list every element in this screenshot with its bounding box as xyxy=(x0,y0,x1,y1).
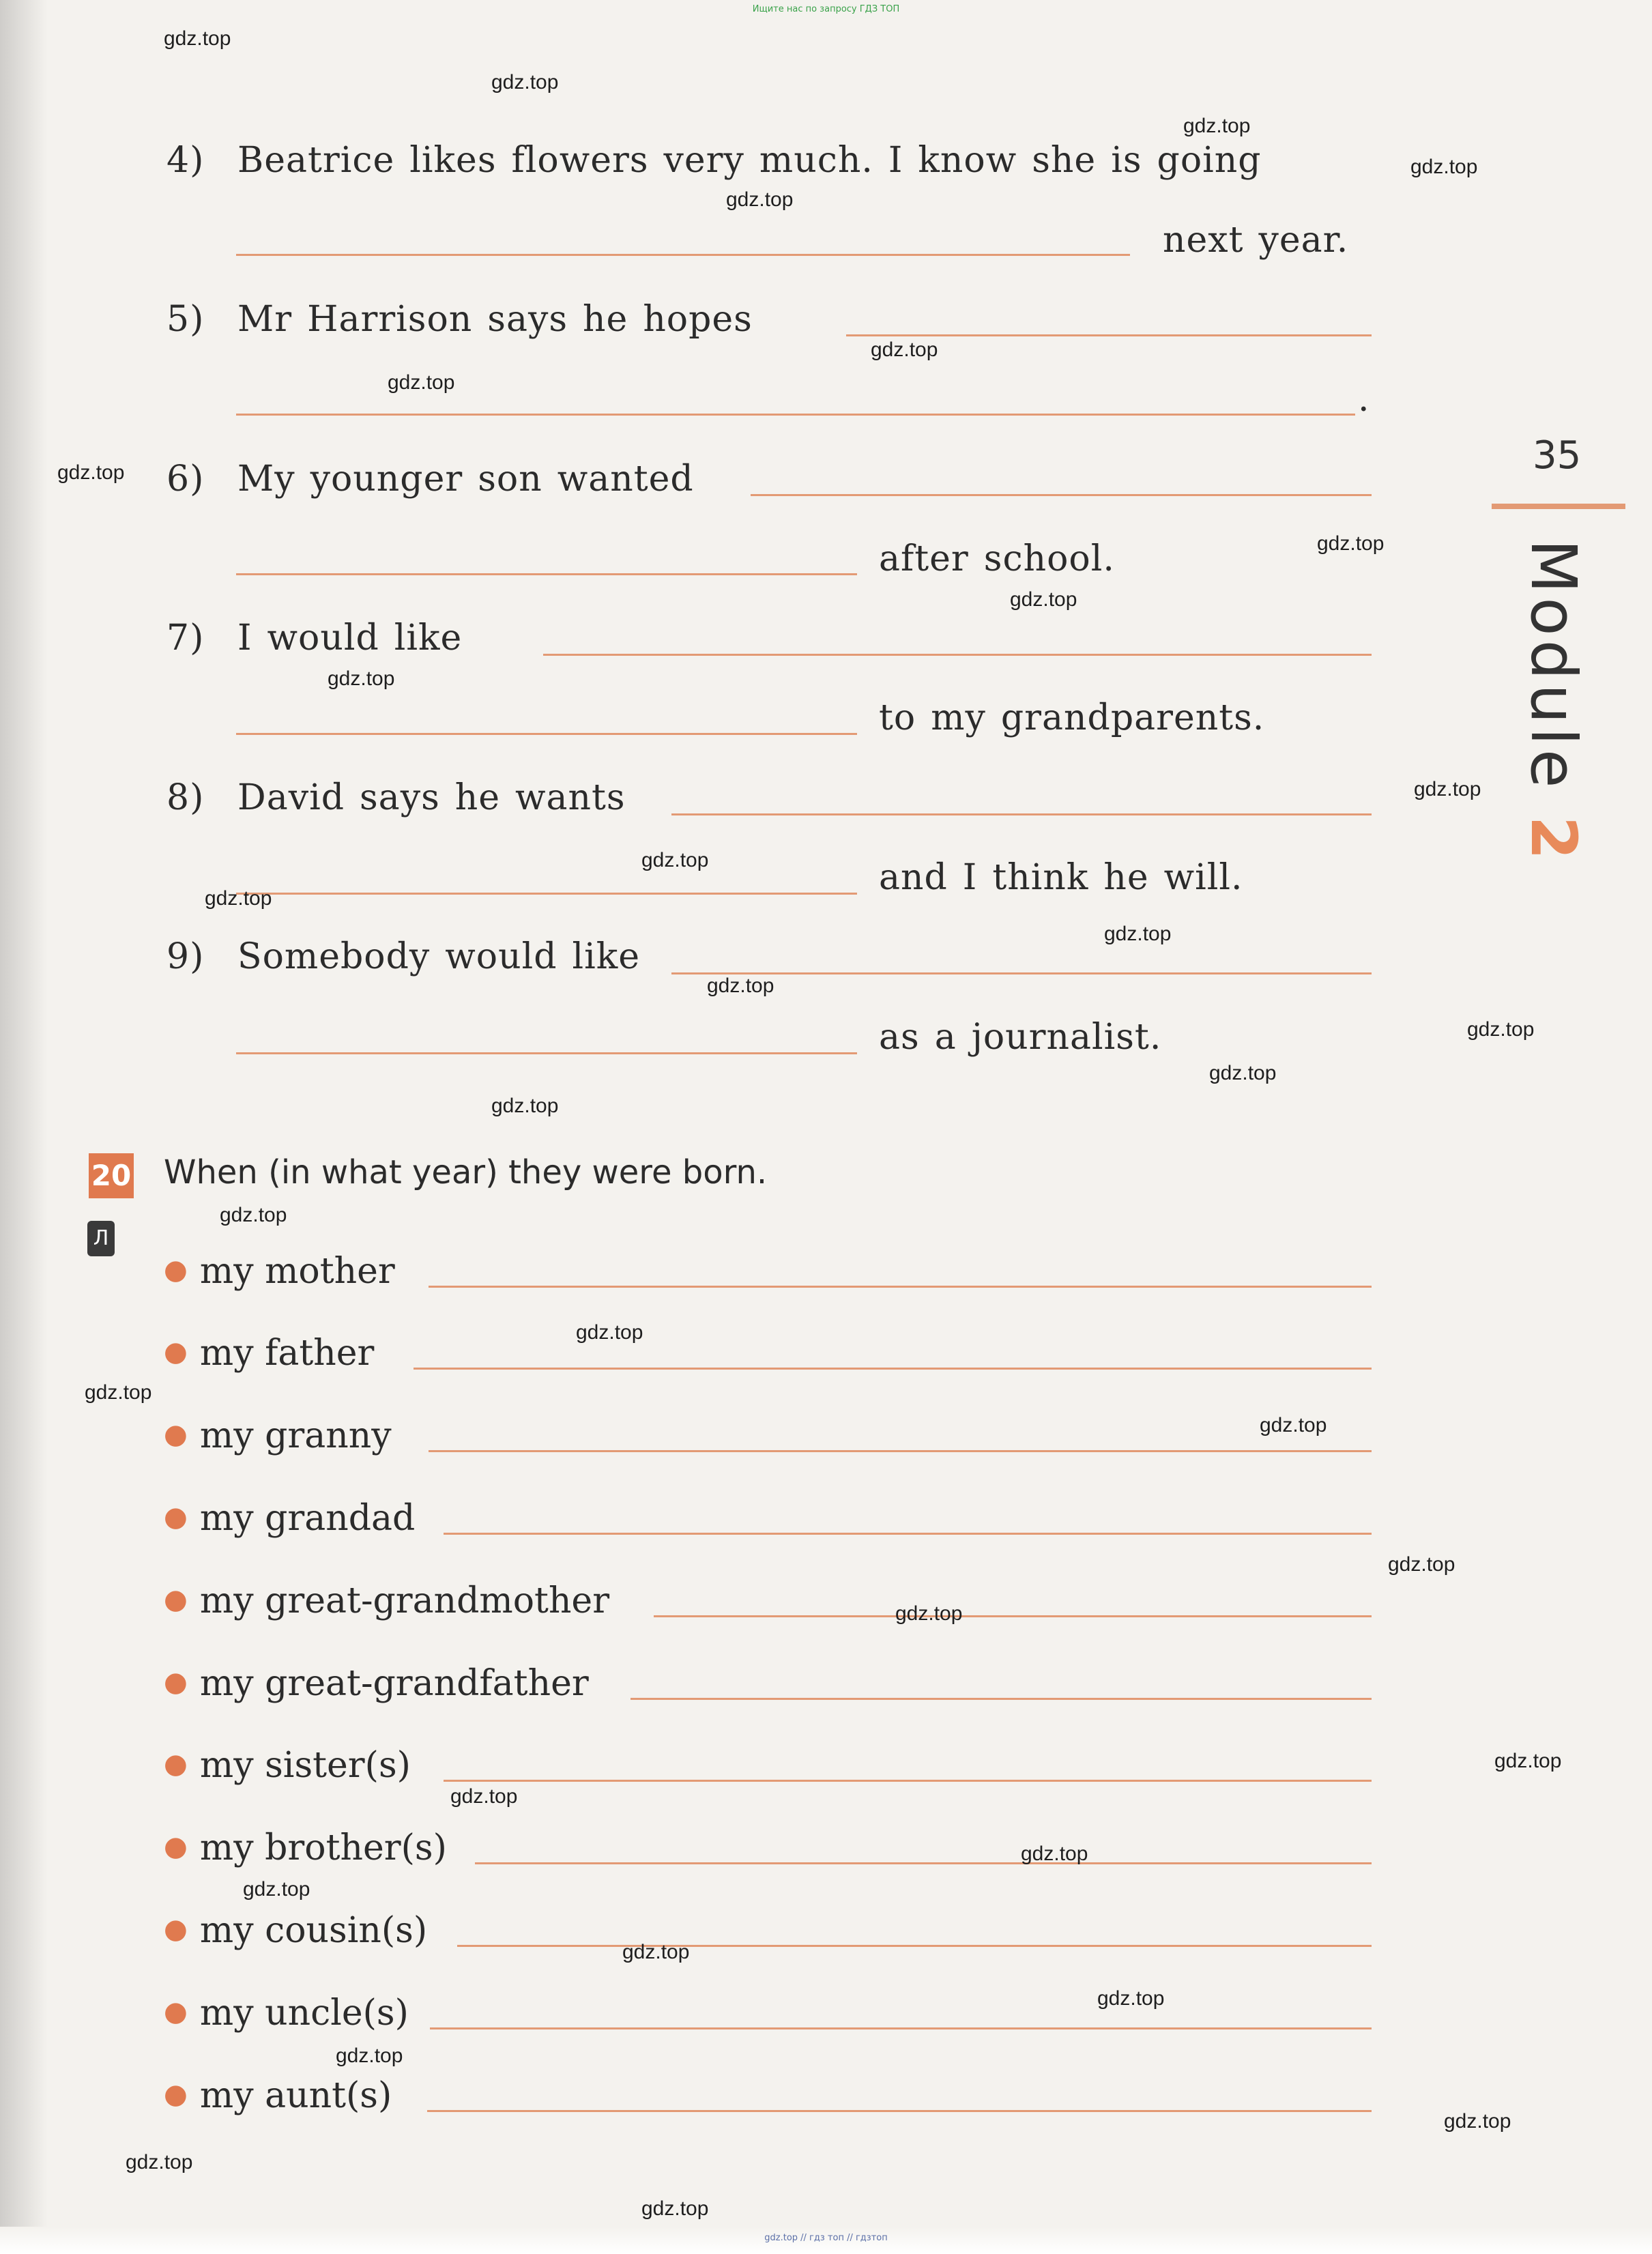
module-tab xyxy=(1517,539,1652,864)
answer-line-6a[interactable] xyxy=(751,494,1372,496)
word: think xyxy=(992,857,1089,898)
page-edge-shadow xyxy=(0,0,48,2254)
footer-note: gdz.top // гдз топ // гдзтоп xyxy=(764,2233,888,2243)
watermark: gdz.top xyxy=(1097,1987,1165,2010)
answer-line-brothers[interactable] xyxy=(475,1862,1372,1864)
list-item-label: my cousin(s) xyxy=(199,1910,428,1951)
watermark: gdz.top xyxy=(205,887,272,910)
header-note: Ищите нас по запросу ГДЗ ТОП xyxy=(752,4,900,14)
list-item xyxy=(164,1910,427,1951)
list-item xyxy=(164,1580,609,1621)
exercise-7-line-2 xyxy=(879,697,1279,738)
list-item xyxy=(164,1993,409,2034)
watermark: gdz.top xyxy=(1260,1414,1327,1436)
bullet-icon: ● xyxy=(164,1501,188,1533)
watermark: gdz.top xyxy=(57,461,125,484)
word: flowers xyxy=(511,140,649,181)
bullet-icon: ● xyxy=(164,1419,188,1450)
bullet-icon: ● xyxy=(164,1913,188,1945)
word: to xyxy=(879,697,916,738)
bullet-icon: ● xyxy=(164,2079,188,2110)
watermark: gdz.top xyxy=(871,338,938,361)
watermark: gdz.top xyxy=(1414,778,1481,800)
bullet-icon: ● xyxy=(164,1666,188,1698)
list-item-label: my great-grandfather xyxy=(199,1663,589,1704)
watermark: gdz.top xyxy=(388,371,455,394)
word: she xyxy=(1032,140,1097,181)
list-item-label: my uncle(s) xyxy=(199,1993,409,2034)
watermark: gdz.top xyxy=(895,1602,963,1625)
list-item xyxy=(164,1415,392,1456)
item-number: 5) xyxy=(166,299,205,340)
word: he xyxy=(1103,857,1149,898)
answer-line-cousins[interactable] xyxy=(457,1945,1372,1947)
word: My xyxy=(237,459,295,500)
word: grandparents. xyxy=(1000,697,1265,738)
list-item-label: my father xyxy=(199,1333,375,1374)
answer-line-9b[interactable] xyxy=(236,1052,857,1054)
task-title: When (in what year) they were born. xyxy=(164,1153,768,1191)
item-number: 6) xyxy=(166,459,205,500)
word: likes xyxy=(409,140,497,181)
watermark: gdz.top xyxy=(1209,1062,1277,1084)
list-item-label: my great-grandmother xyxy=(199,1580,610,1621)
word: next xyxy=(1163,220,1244,261)
exercise-5-line-2 xyxy=(1358,379,1370,420)
answer-line-5a[interactable] xyxy=(846,334,1372,336)
answer-line-sisters[interactable] xyxy=(444,1780,1372,1782)
word: going xyxy=(1157,140,1262,181)
word: much. xyxy=(759,140,873,181)
word: would xyxy=(445,936,557,977)
word: younger xyxy=(310,459,463,500)
list-item xyxy=(164,1333,374,1374)
watermark: gdz.top xyxy=(1444,2110,1511,2133)
module-tab-text xyxy=(1517,539,1590,864)
word: is xyxy=(1111,140,1142,181)
word: wanted xyxy=(557,459,694,500)
word: year. xyxy=(1258,220,1349,261)
word: would xyxy=(267,618,379,659)
watermark: gdz.top xyxy=(1010,588,1077,611)
word: a xyxy=(934,1017,957,1058)
answer-line-6b[interactable] xyxy=(236,573,857,575)
item-number: 7) xyxy=(166,618,205,659)
bullet-icon: ● xyxy=(164,1254,188,1286)
list-item xyxy=(164,2075,392,2116)
watermark: gdz.top xyxy=(336,2045,403,2067)
item-number: 9) xyxy=(166,936,205,977)
list-item-label: my sister(s) xyxy=(199,1745,411,1786)
word: Somebody xyxy=(237,936,431,977)
watermark: gdz.top xyxy=(726,188,794,211)
word: and xyxy=(879,857,948,898)
bullet-icon: ● xyxy=(164,1584,188,1615)
item-number: 4) xyxy=(166,140,205,181)
bullet-icon: ● xyxy=(164,1336,188,1368)
exercise-5-line-1 xyxy=(166,299,768,340)
module-label: Module xyxy=(1517,539,1590,792)
word: I xyxy=(888,140,903,181)
bullet-icon: ● xyxy=(164,1831,188,1862)
watermark: gdz.top xyxy=(126,2151,193,2173)
answer-line-7b[interactable] xyxy=(236,733,857,735)
item-number: 8) xyxy=(166,777,205,818)
answer-line-8a[interactable] xyxy=(671,813,1372,815)
word: school. xyxy=(983,538,1115,579)
word: my xyxy=(931,697,986,738)
watermark: gdz.top xyxy=(243,1878,310,1901)
bullet-icon: ● xyxy=(164,1748,188,1780)
list-item-label: my granny xyxy=(199,1415,392,1456)
watermark: gdz.top xyxy=(491,1095,559,1117)
watermark: gdz.top xyxy=(1183,115,1251,137)
answer-line-9a[interactable] xyxy=(671,972,1372,974)
watermark: gdz.top xyxy=(1467,1018,1535,1041)
word: he xyxy=(454,777,501,818)
word: journalist. xyxy=(971,1017,1162,1058)
watermark: gdz.top xyxy=(220,1204,287,1226)
exercise-4-line-2 xyxy=(1163,220,1363,261)
word: says xyxy=(487,299,568,340)
watermark: gdz.top xyxy=(1388,1553,1455,1576)
answer-line-uncles[interactable] xyxy=(430,2027,1372,2029)
answer-line-5b[interactable] xyxy=(236,414,1355,416)
exercise-6-line-1 xyxy=(166,459,709,500)
answer-line-8b[interactable] xyxy=(236,893,857,895)
watermark: gdz.top xyxy=(1104,923,1172,945)
answer-line-great-grandmother[interactable] xyxy=(654,1615,1372,1617)
list-item xyxy=(164,1498,415,1539)
task-number-badge: 20 xyxy=(89,1153,134,1198)
module-divider xyxy=(1492,504,1625,509)
word: Harrison xyxy=(307,299,473,340)
word: hopes xyxy=(643,299,753,340)
word: . xyxy=(1358,379,1370,420)
watermark: gdz.top xyxy=(707,974,774,997)
answer-line-mother[interactable] xyxy=(429,1286,1372,1288)
watermark: gdz.top xyxy=(1410,156,1478,178)
list-item xyxy=(164,1663,589,1704)
word: son xyxy=(478,459,542,500)
answer-line-7a[interactable] xyxy=(543,654,1372,656)
watermark: gdz.top xyxy=(1021,1843,1088,1865)
word: know xyxy=(918,140,1017,181)
list-item-label: my aunt(s) xyxy=(199,2075,392,2116)
word: as xyxy=(879,1017,920,1058)
list-item-label: my grandad xyxy=(199,1498,416,1539)
list-item xyxy=(164,1745,411,1786)
watermark: gdz.top xyxy=(576,1321,643,1344)
word: Beatrice xyxy=(237,140,395,181)
word: wants xyxy=(515,777,626,818)
word: after xyxy=(879,538,969,579)
answer-line-grandad[interactable] xyxy=(444,1533,1372,1535)
answer-line-aunts[interactable] xyxy=(427,2110,1372,2112)
exercise-9-line-1 xyxy=(166,936,655,977)
list-item-label: my brother(s) xyxy=(199,1827,447,1868)
module-number: 2 xyxy=(1517,815,1590,864)
exercise-6-line-2 xyxy=(879,538,1130,579)
watermark: gdz.top xyxy=(328,667,395,690)
bullet-icon: ● xyxy=(164,1996,188,2027)
watermark: gdz.top xyxy=(641,849,709,871)
answer-line-father[interactable] xyxy=(414,1368,1372,1370)
word: he xyxy=(583,299,628,340)
watermark: gdz.top xyxy=(85,1381,152,1404)
watermark: gdz.top xyxy=(164,27,231,50)
exercise-7-line-1 xyxy=(166,618,477,659)
watermark: gdz.top xyxy=(1494,1750,1562,1772)
word: I xyxy=(237,618,252,659)
page-number: 35 xyxy=(1533,433,1582,478)
watermark: gdz.top xyxy=(622,1941,690,1963)
answer-line-granny[interactable] xyxy=(429,1450,1372,1452)
list-item-label: my mother xyxy=(199,1251,395,1292)
watermark: gdz.top xyxy=(641,2197,709,2220)
answer-line-great-grandfather[interactable] xyxy=(631,1698,1372,1700)
word: will. xyxy=(1163,857,1243,898)
word: says xyxy=(360,777,440,818)
word: like xyxy=(572,936,641,977)
word: Mr xyxy=(237,299,293,340)
exercise-8-line-2 xyxy=(879,857,1258,898)
watermark: gdz.top xyxy=(450,1785,518,1808)
watermark: gdz.top xyxy=(1317,532,1385,555)
word: David xyxy=(237,777,345,818)
watermark: gdz.top xyxy=(491,71,559,93)
word: I xyxy=(962,857,978,898)
list-item xyxy=(164,1827,447,1868)
word: very xyxy=(663,140,744,181)
answer-line-4a[interactable] xyxy=(236,254,1130,256)
exercise-9-line-2 xyxy=(879,1017,1176,1058)
exercise-4-line-1 xyxy=(166,140,1277,181)
exercise-8-line-1 xyxy=(166,777,641,818)
list-item xyxy=(164,1251,395,1292)
word: like xyxy=(394,618,463,659)
speaking-icon: Л xyxy=(87,1221,115,1256)
